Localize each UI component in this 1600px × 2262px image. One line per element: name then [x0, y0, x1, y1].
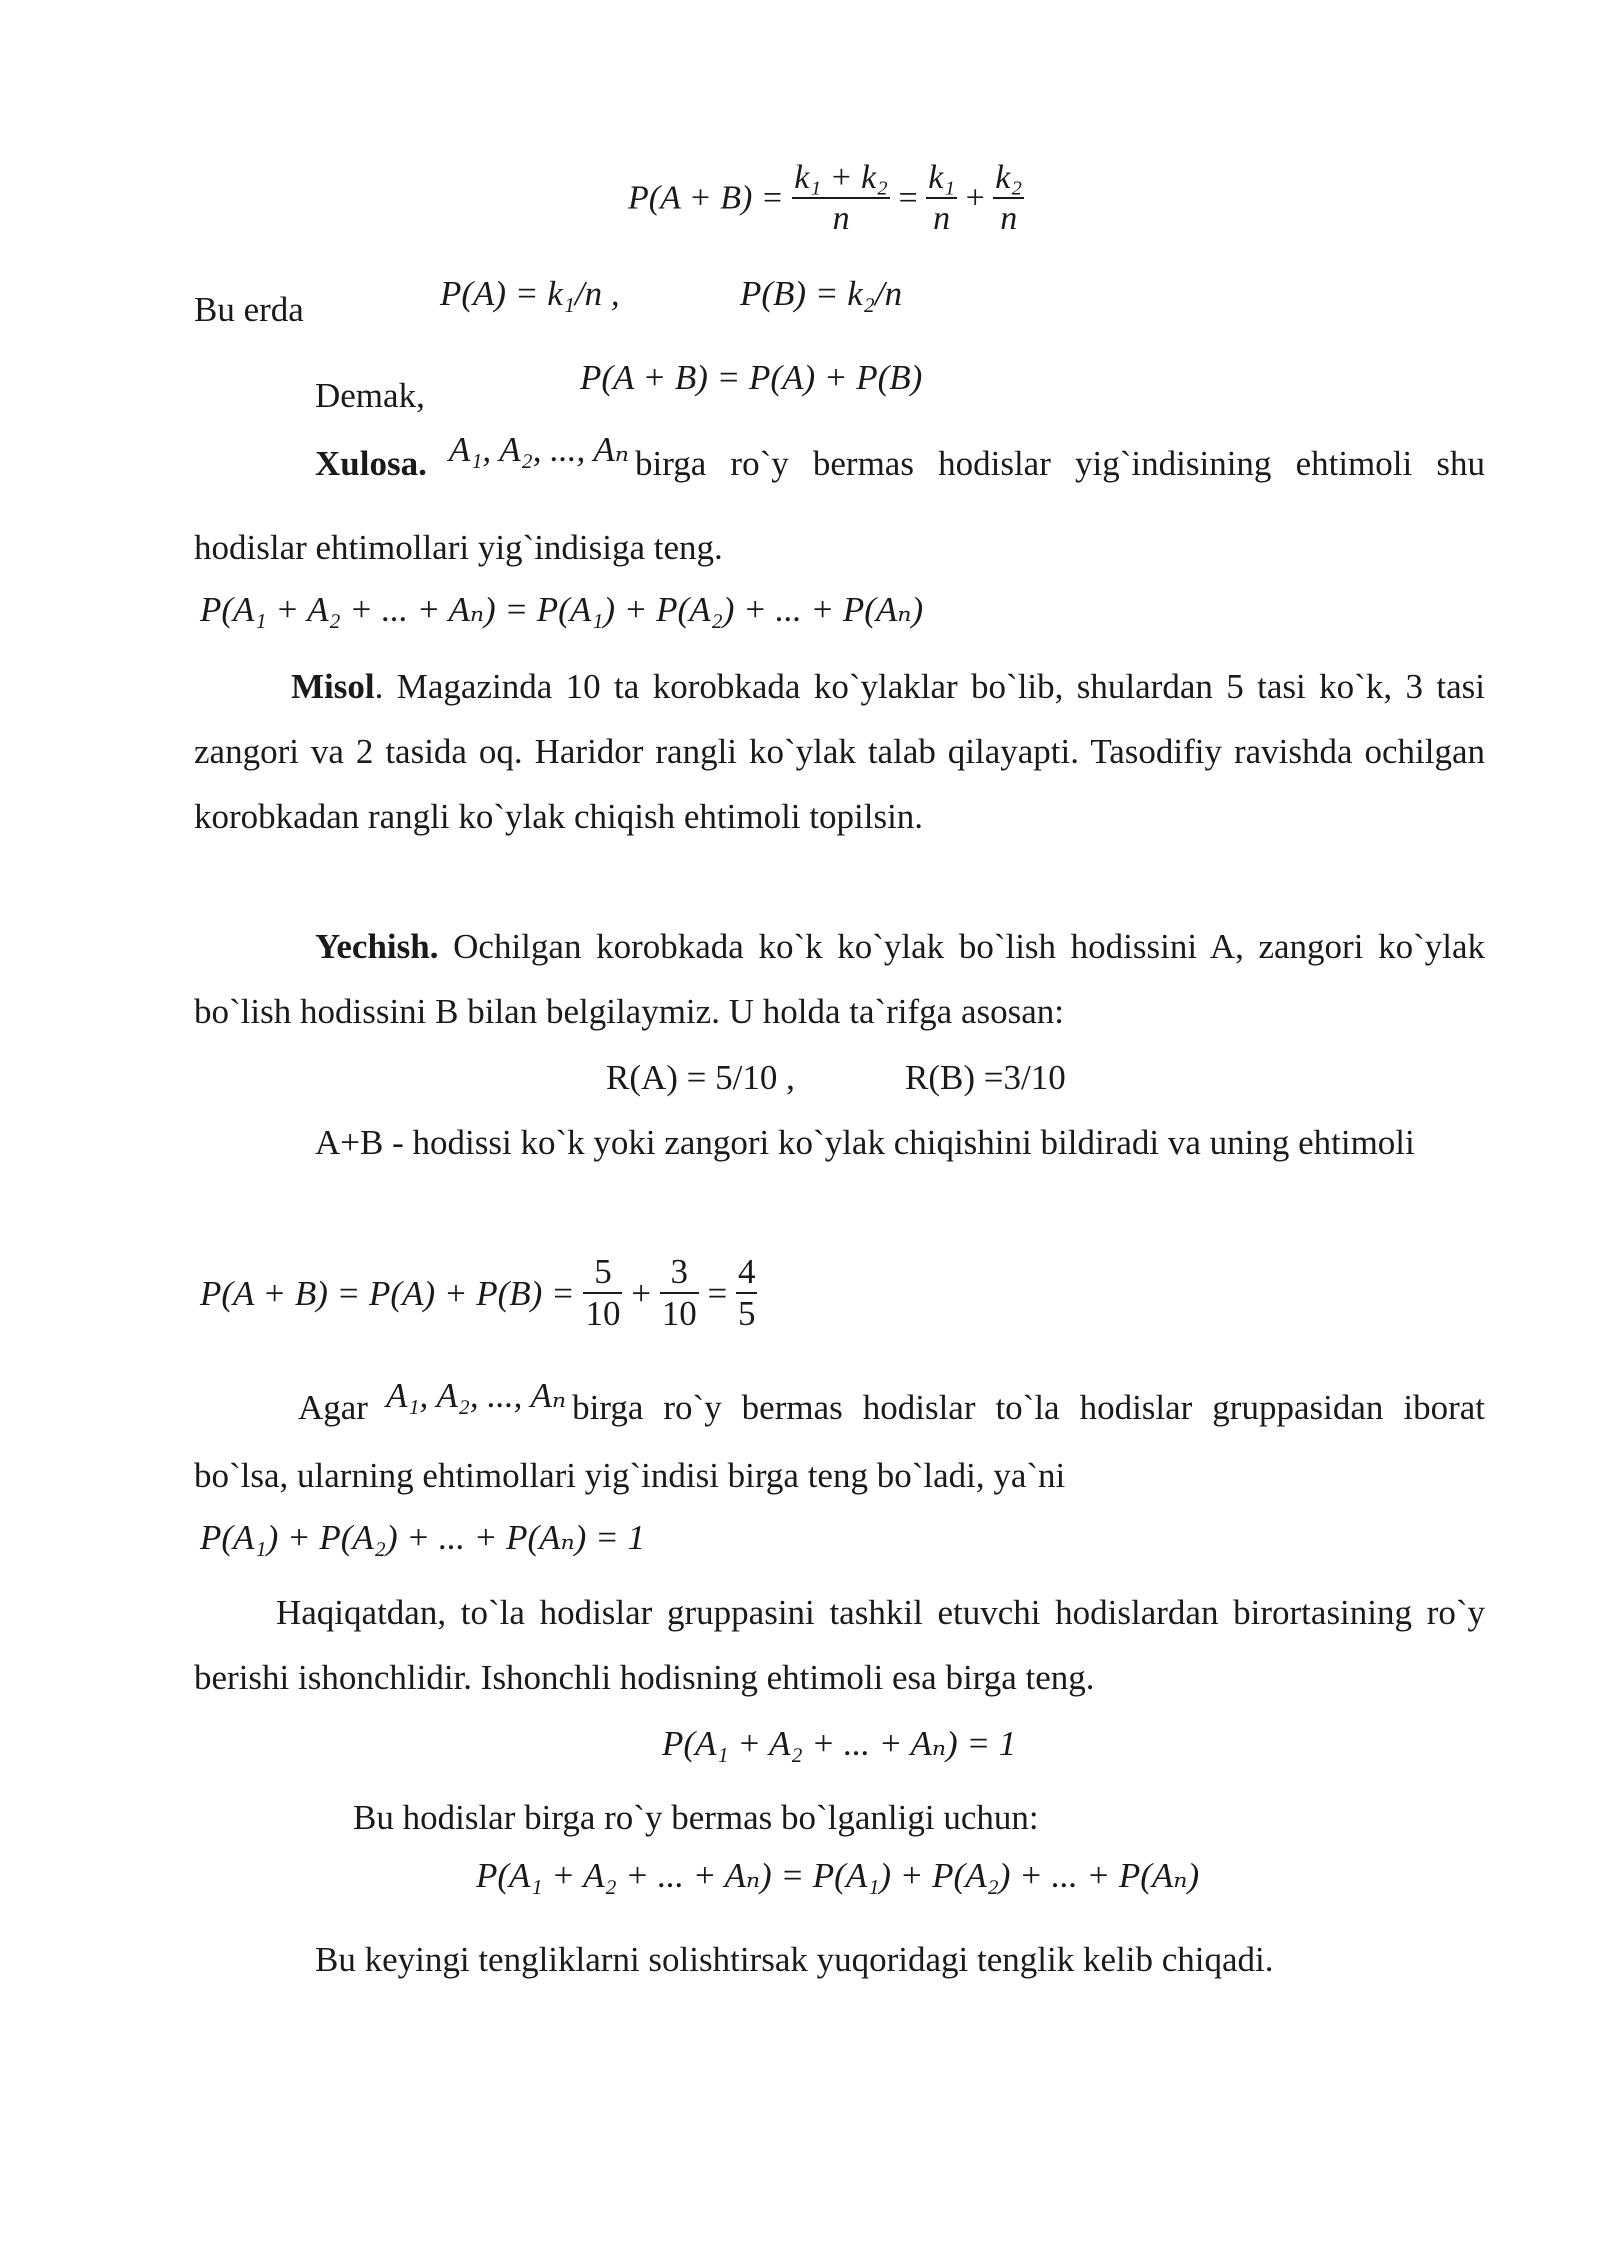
formula-sum-probabilities: P(A₁ + A₂ + ... + Aₙ) = P(A₁) + P(A₂) + ... + P(Aₙ) [200, 590, 924, 629]
fraction: $\frac{4}{5}$ [737, 1252, 756, 1334]
events-sequence: A₁, A₂, ..., Aₙ [385, 1376, 567, 1415]
formula-pa-definition: P(A) = k₁/n , [440, 274, 620, 313]
agar-label: Agar [298, 1388, 368, 1427]
xulosa-text-line1: birga ro`y bermas hodislar yig`indisining ehtimoli shu [635, 444, 1485, 483]
misol-paragraph [194, 654, 1485, 849]
agar-line [298, 1376, 1485, 1427]
xulosa-label: Xulosa. [315, 444, 427, 483]
formula-example-result: P(A + B) = P(A) + P(B) = $\frac{5}{10}$ + $\frac{3}{10}$ = $\frac{4}{5}$ [200, 1252, 756, 1334]
xulosa-line [315, 430, 1485, 483]
agar-text-line2: bo`lsa, ularning ehtimollari yig`indisi birga teng bo`ladi, ya`ni [194, 1456, 1066, 1495]
formula-sure-event: P(A₁ + A₂ + ... + Aₙ) = 1 [662, 1724, 1017, 1763]
fraction: $\frac{\text{k₁ + k₂}}{n}$ [794, 159, 888, 238]
yechish-text: Ochilgan korobkada ko`k ko`ylak bo`lish hodissini A, zangori ko`ylak bo`lish hodissini B bilan belgilaymiz. U holda ta`rifga asosan: [194, 927, 1485, 1031]
fraction: $\frac{\text{k₁}}{n}$ [928, 159, 956, 238]
formula-lhs: P(A + B) = P(A) + P(B) = [200, 1273, 575, 1313]
text-bu-erda: Bu erda [194, 290, 304, 329]
yechish-paragraph [194, 914, 1485, 1044]
text-bu-hodislar: Bu hodislar birga ro`y bermas bo`lganligi uchun: [353, 1798, 1039, 1837]
haqiqatdan-paragraph: Haqiqatdan, to`la hodislar gruppasini tashkil etuvchi hodislardan birortasining ro`y berishi ishonchlidir. Ishonchli hodisning ehtimoli esa birga teng. [194, 1593, 1485, 1697]
formula-demak: P(A + B) = P(A) + P(B) [580, 358, 923, 397]
formula-ra: R(A) = 5/10 , [606, 1058, 795, 1097]
xulosa-text-line2: hodislar ehtimollari yig`indisiga teng. [194, 528, 723, 567]
formula-lhs: P(A + B) = [628, 179, 784, 217]
apb-paragraph: A+B - hodissi ko`k yoki zangori ko`ylak chiqishini bildiradi va uning ehtimoli [315, 1123, 1415, 1162]
agar-text-line1: birga ro`y bermas hodislar to`la hodislar gruppasidan iborat [572, 1388, 1485, 1427]
formula-pb-definition: P(B) = k₂/n [740, 274, 903, 313]
yechish-label: Yechish. [315, 927, 439, 966]
formula-sum-equals-one: P(A₁) + P(A₂) + ... + P(Aₙ) = 1 [200, 1518, 645, 1557]
fraction: $\frac{5}{10}$ [585, 1252, 621, 1334]
events-sequence: A₁, A₂, ..., Aₙ [448, 430, 629, 469]
formula-addition-derivation: P(A + B) = $\frac{\text{k₁ + k₂}}{n}$ = $\frac{\text{k₁}}{n}$ + $\frac{\text{k₂}}{n}$ [628, 159, 1023, 238]
text-demak: Demak, [315, 376, 425, 415]
fraction: $\frac{3}{10}$ [661, 1252, 697, 1334]
formula-sum-probabilities-2: P(A₁ + A₂ + ... + Aₙ) = P(A₁) + P(A₂) + ... + P(Aₙ) [476, 1856, 1200, 1895]
fraction: $\frac{\text{k₂}}{n}$ [995, 159, 1023, 238]
formula-rb: R(B) =3/10 [905, 1058, 1066, 1097]
text-bu-keyingi: Bu keyingi tengliklarni solishtirsak yuqoridagi tenglik kelib chiqadi. [315, 1940, 1274, 1979]
misol-text: . Magazinda 10 ta korobkada ko`ylaklar bo`lib, shulardan 5 tasi ko`k, 3 tasi zangori va 2 tasida oq. Haridor rangli ko`ylak talab qilayapti. Tasodifiy ravishda ochilgan korobkadan rangli ko`ylak chiqish ehtimoli topilsin. [194, 667, 1485, 836]
misol-label: Misol [291, 667, 375, 706]
